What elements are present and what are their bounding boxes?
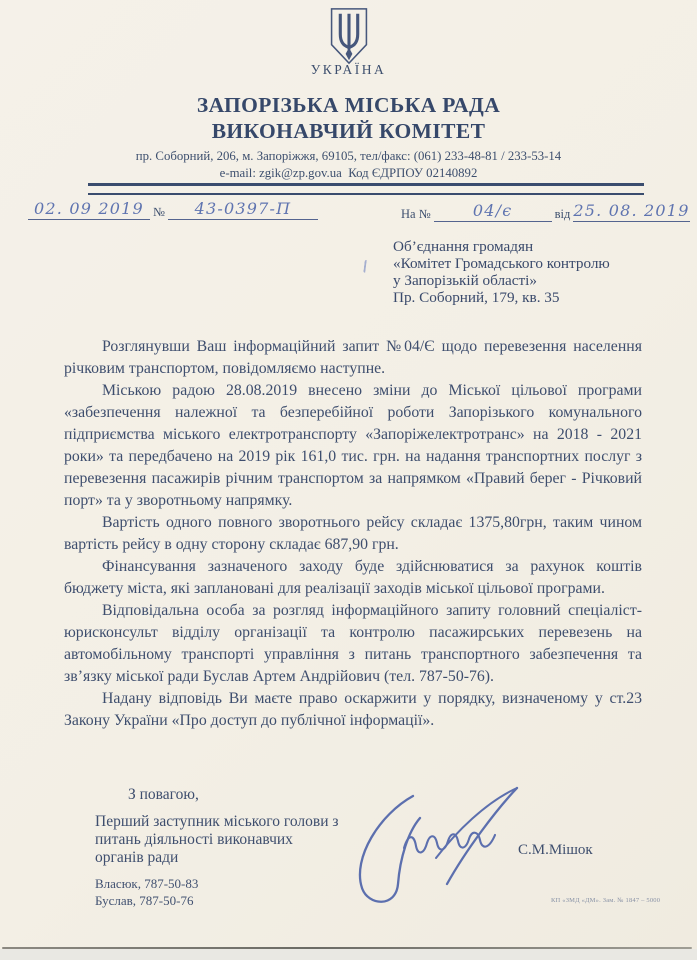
stray-pen-mark (363, 260, 370, 274)
letterhead-contacts (0, 148, 697, 182)
body-paragraph: Розглянувши Ваш інформаційний запит №04/Є щодо перевезення населення річковим транспортом, повідомляємо наступне. (64, 338, 642, 377)
outgoing-date-handwritten: 02. 09 2019 (28, 199, 150, 220)
signer-position-line: органів ради (95, 849, 179, 866)
incoming-date-handwritten: 25. 08. 2019 (573, 201, 690, 220)
recipient-block (393, 238, 610, 306)
letterhead-address: пр. Соборний, 206, м. Запоріжжя, 69105, тел/факс: (061) 233-48-81 / 233-53-14 (135, 149, 562, 163)
letter-body (64, 336, 642, 732)
executor-contact: Буслав, 787-50-76 (95, 893, 194, 908)
organization-name (0, 92, 697, 144)
incoming-reference (398, 201, 690, 222)
recipient-line: у Запорізькій області» (393, 272, 537, 289)
organization-name-line1: ЗАПОРІЗЬКА МІСЬКА РАДА (196, 93, 501, 117)
salutation: З повагою, (128, 786, 199, 803)
recipient-line: «Комітет Громадського контролю (393, 255, 610, 272)
country-label: УКРАЇНА (310, 62, 387, 77)
incoming-date-label: від (554, 207, 571, 221)
outgoing-number-handwritten: 43-0397-П (168, 199, 318, 220)
handwritten-signature (320, 784, 535, 921)
print-shop-note: КП «ЗМД «ДМ». Зам. № 1847 – 5000 (551, 897, 661, 904)
body-paragraph: Вартість одного повного зворотнього рейсу складає 1375,80грн, таким чином вартість рейсу в одну сторону складає 687,90 грн. (64, 514, 642, 553)
organization-name-line2: ВИКОНАВЧИЙ КОМІТЕТ (211, 119, 486, 143)
body-paragraph: Міською радою 28.08.2019 внесено зміни до Міської цільової програми «забезпечення належної та безперебійної роботи Запорізького комунального підприємства міського електротранспорту «Запоріжелектротранс» на 2018 - 2021 роки» та передбачено на 2019 рік 161,0 тис. грн. на надання транспортних послуг з перевезення пасажирів річним транспортом за напрямком «Правий берег - Річковий порт» та у зворотньому напрямку. (64, 382, 642, 509)
signer-name: С.М.Мішок (518, 842, 593, 858)
body-paragraph: Фінансування зазначеного заходу буде здійснюватися за рахунок коштів бюджету міста, які заплановані для реалізації заходів міської цільової програми. (64, 558, 642, 597)
outgoing-reference (28, 199, 318, 220)
recipient-line: Пр. Соборний, 179, кв. 35 (393, 289, 560, 306)
letterhead-email: e-mail: zgik@zp.gov.ua Код ЄДРПОУ 02140892 (219, 166, 478, 180)
body-paragraph: Надану відповідь Ви маєте право оскаржити у порядку, визначеному у ст.23 Закону України «Про доступ до публічної інформації». (64, 690, 642, 729)
signer-position-line: Перший заступник міського голови з (95, 813, 339, 830)
letterhead-divider (88, 183, 644, 195)
recipient-line: Об’єднання громадян (393, 238, 534, 255)
executor-contact: Власюк, 787-50-83 (95, 876, 199, 891)
incoming-number-handwritten: 04/є (434, 201, 552, 222)
body-paragraph: Відповідальна особа за розгляд інформаційного запиту головний спеціаліст-юрисконсульт відділу організації та контролю пасажирських перевезень на автомобільному транспорті управління з питань транспортного забезпечення та зв’язку міської ради Буслав Артем Андрійович (тел. 787-50-76). (64, 602, 642, 685)
signer-position-line: питань діяльності виконавчих (95, 831, 293, 848)
incoming-number-label: На № (401, 207, 431, 221)
signer-position (95, 813, 338, 867)
executor-contacts (95, 875, 198, 909)
number-label: № (153, 205, 165, 219)
scan-edge-background (0, 949, 697, 960)
